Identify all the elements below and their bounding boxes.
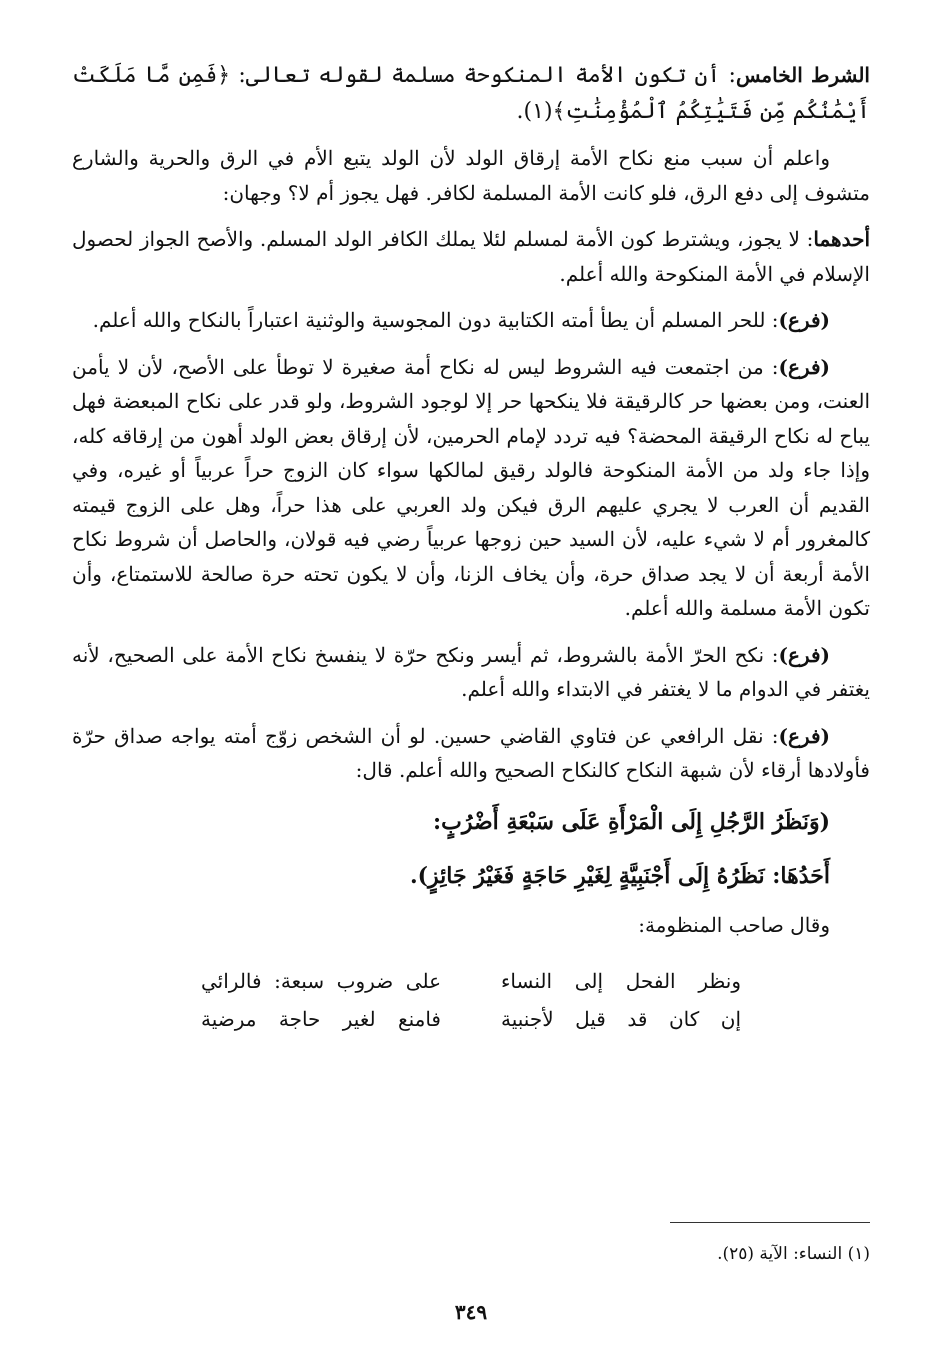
branch-label: (فرع) (778, 308, 830, 332)
paragraph-text: : نقل الرافعي عن فتاوي القاضي حسين. لو أن الشخص زوّج أمته يواجه صداق حرّة فأولادها أرقاء لأن شبهة النكاح كالنكاح الصحيح والله أعلم. قال: (72, 723, 870, 782)
poem-hemistich-second: على ضروب سبعة: فالرائي (201, 968, 441, 993)
paragraph-label: الشرط الخامس (735, 63, 870, 87)
paragraph-branch-1 (72, 303, 870, 338)
poem-verse (72, 962, 870, 1000)
paragraph-fifth-condition (72, 58, 870, 129)
paragraph-label: أحدهما (813, 227, 870, 251)
branch-label: (فرع) (778, 723, 830, 748)
branch-label: (فرع) (778, 642, 830, 667)
paragraph-text: : للحر المسلم أن يطأ أمته الكتابية دون المجوسية والوثنية اعتباراً بالنكاح والله أعلم. (92, 308, 779, 332)
poem-hemistich-first: إن كان قد قيل لأجنبية (501, 1006, 741, 1031)
branch-label: (فرع) (778, 354, 830, 379)
matn-line-1: (وَنَظَرُ الرَّجُلِ إِلَى الْمَرْأَةِ عَلَى سَبْعَةِ أَضْرُبٍ: (433, 808, 830, 835)
paragraph-branch-4 (72, 719, 870, 788)
paragraph-branch-3 (72, 638, 870, 707)
paragraph-text: : أن تكون الأمة المنكوحة مسلمة لقوله تعالى: ﴿فَمِن مَّا مَلَكَتْ أَيْمَٰنُكُم مِّن فَتَيَٰتِكُمُ ٱلْمُؤْمِنَٰتِ﴾(١). (72, 63, 870, 124)
matn-line-2: أَحَدُهَا: نَظَرُهُ إِلَى أَجْنَبِيَّةٍ لِغَيْرِ حَاجَةٍ فَغَيْرُ جَائِزٍ). (409, 862, 830, 889)
poem-verse (72, 1000, 870, 1038)
paragraph-branch-2 (72, 350, 870, 626)
poem-hemistich-second: فامنع لغير حاجة مرضية (201, 1006, 441, 1031)
paragraph-text: : لا يجوز، ويشترط كون الأمة لمسلم لئلا يملك الكافر الولد المسلم. والأصح الجواز لحصول الإسلام في الأمة المنكوحة والله أعلم. (72, 227, 870, 286)
footnote: (١) النساء: الآية (٢٥). (717, 1244, 870, 1264)
page-number: ٣٤٩ (454, 1300, 488, 1324)
poem-hemistich-first: ونظر الفحل إلى النساء (501, 968, 741, 993)
poem-intro: وقال صاحب المنظومة: (638, 912, 830, 937)
paragraph-first-view (72, 222, 870, 291)
paragraph-text: : نكح الحرّ الأمة بالشروط، ثم أيسر ونكح حرّة لا ينفسخ نكاح الأمة على الصحيح، لأنه يغتفر في الدوام ما لا يغتفر في الابتداء والله أعلم. (72, 642, 870, 701)
paragraph-reason: واعلم أن سبب منع نكاح الأمة إرقاق الولد لأن الولد يتبع الأم في الرق والحرية والشارع متشوف إلى دفع الرق، فلو كانت الأمة المسلمة لكافر. فهل يجوز أم لا؟ وجهان: (72, 146, 870, 205)
footnote-divider (670, 1222, 870, 1223)
paragraph-text: : من اجتمعت فيه الشروط ليس له نكاح أمة صغيرة لا توطأ على الأصح، لأن لا يأمن العنت، ومن بعضها حر كالرقيقة فلا ينكحها حر إلا لوجود الشروط، ولو قدر على نكاح المبعضة فهل يباح له نكاح الرقيقة المحضة؟ فيه تردد لإمام الحرمين، لأن إرقاق بعض الولد أهون من إرقاقه كله، وإذا جاء ولد من الأمة المنكوحة فالولد رقيق لمالكها سواء كان الزوج حراً عربياً أو غيره، وفي القديم أن العرب لا يجري عليهم الرق فيكن ولد العربي على هذا حراً، وهل على الزوج قيمته كالمغرور أم لا شيء عليه، لأن السيد حين زوجها عربياً رضي فيه قولان، والحاصل أن شروط نكاح الأمة أربعة أن لا يجد صداق حرة، وأن يخاف الزنا، وأن لا يكون تحته حرة صالحة للاستمتاع، وأن تكون الأمة مسلمة والله أعلم. (72, 354, 870, 620)
poem-block (72, 962, 870, 1038)
